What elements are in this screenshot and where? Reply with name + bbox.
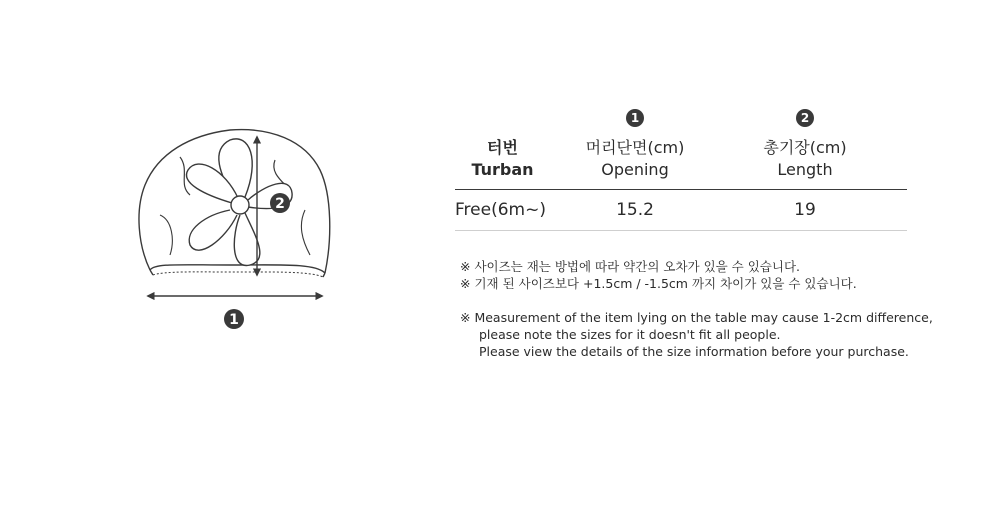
- header-opening-en: Opening: [601, 160, 669, 179]
- turban-illustration: [120, 115, 350, 345]
- note-en-2: please note the sizes for it doesn't fit all people.: [479, 327, 781, 342]
- note-ko-2: ※ 기재 된 사이즈보다 +1.5cm / -1.5cm 까지 차이가 있을 수 있습니다.: [460, 276, 857, 291]
- header-length-ko: 총기장(cm): [763, 138, 847, 157]
- header-opening: [550, 137, 720, 181]
- header-name-en: Turban: [471, 160, 534, 179]
- marker-2-label: 2: [275, 196, 285, 212]
- turban-with-flower-icon: [120, 115, 350, 345]
- size-notes: [460, 258, 980, 360]
- header-name: [455, 137, 550, 181]
- note-en-1: ※ Measurement of the item lying on the table may cause 1-2cm difference,: [460, 310, 933, 325]
- note-en-3: Please view the details of the size information before your purchase.: [479, 344, 909, 359]
- size-table: [455, 105, 907, 231]
- table-header: [455, 129, 907, 190]
- table-row: [455, 190, 907, 231]
- opening-cell: 15.2: [616, 200, 654, 220]
- header-length-en: Length: [777, 160, 833, 179]
- note-ko-1: ※ 사이즈는 재는 방법에 따라 약간의 오차가 있을 수 있습니다.: [460, 259, 801, 274]
- length-marker: 2: [796, 109, 814, 127]
- header-length: [720, 137, 890, 181]
- length-cell: 19: [794, 200, 816, 220]
- marker-1-label: 1: [229, 312, 239, 328]
- header-name-ko: 터번: [487, 138, 518, 157]
- size-cell: Free(6m~): [455, 200, 546, 220]
- marker-row: [455, 105, 907, 129]
- header-opening-ko: 머리단면(cm): [585, 138, 685, 157]
- opening-marker: 1: [626, 109, 644, 127]
